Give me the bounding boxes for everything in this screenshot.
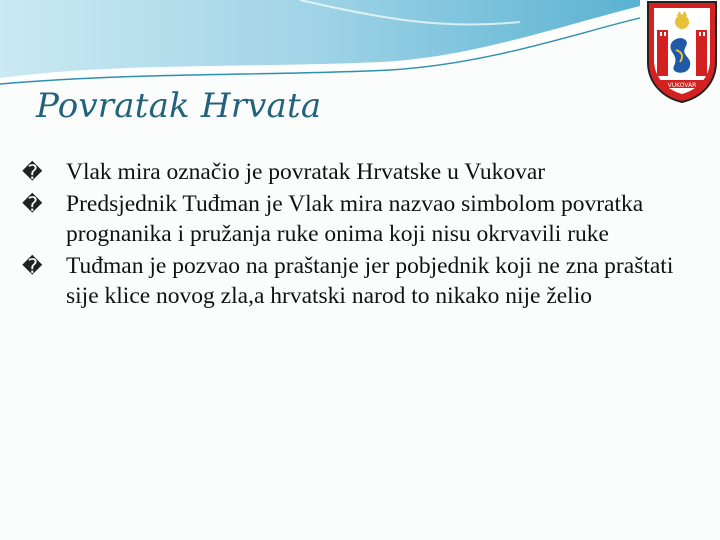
bullet-text: Vlak mira označio je povratak Hrvatske u Vukovar	[66, 159, 546, 185]
bullet-item	[22, 157, 682, 188]
bullet-item	[22, 189, 682, 250]
bullet-glyph-icon: �	[22, 191, 43, 216]
decorative-wave-header	[0, 0, 720, 90]
bullet-glyph-icon: �	[22, 253, 43, 278]
crest-motto: VUKOVAR	[667, 82, 697, 89]
bullet-text: Predsjednik Tuđman je Vlak mira nazvao simbolom povratka prognanika i pružanja ruke onima koji nisu okrvavili ruke	[66, 190, 644, 247]
vukovar-coat-of-arms-icon	[644, 0, 720, 104]
slide-title: Povratak Hrvata	[36, 86, 322, 126]
bullet-item	[22, 251, 682, 312]
bullet-text: Tuđman je pozvao na praštanje jer pobjednik koji ne zna praštati sije klice novog zla,a hrvatski narod to nikako nije želio	[66, 252, 674, 309]
bullet-list	[22, 157, 682, 313]
bullet-glyph-icon: �	[22, 160, 43, 184]
